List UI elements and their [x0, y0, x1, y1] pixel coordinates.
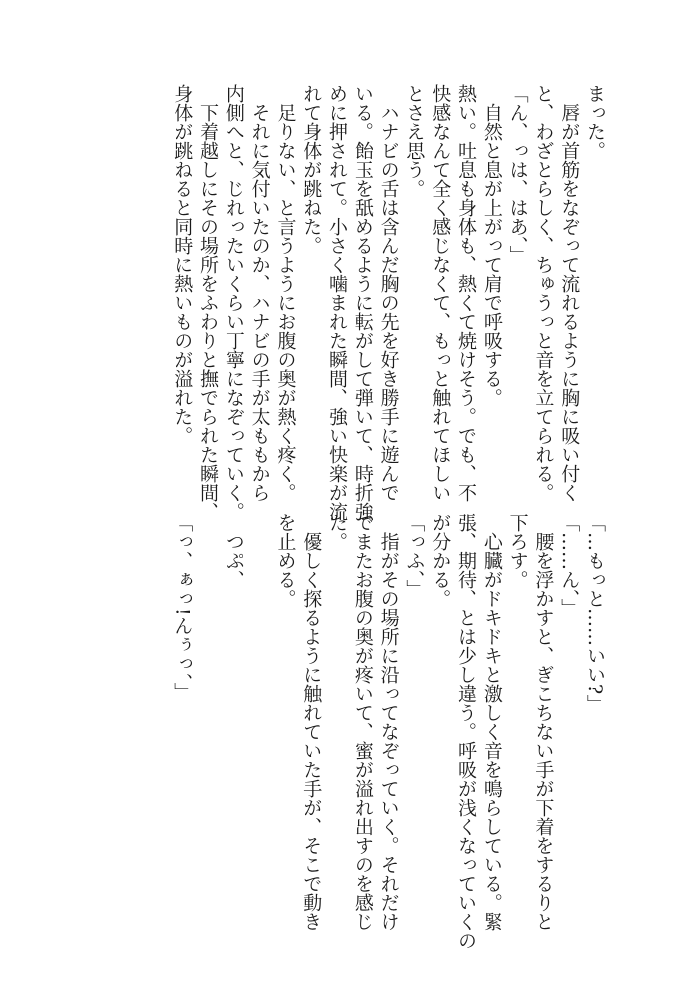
text-line: た。 — [326, 513, 349, 551]
text-line: まった。 — [584, 84, 606, 160]
text-line: 自然と息が上がって肩で呼吸する。 — [480, 84, 503, 407]
lower-text-block — [168, 513, 607, 950]
text-line: 熱い。吐息も身体も、熱くて焼けそう。でも、不 — [455, 84, 478, 502]
text-line: 「っ、ぁっ!んぅっ、」 — [171, 513, 194, 702]
text-line: いる。飴玉を舐めるように転がして弾いて、時折強 — [351, 84, 374, 521]
text-line: めに押されて。小さく噛まれた瞬間、強い快楽が流 — [326, 84, 349, 521]
text-line — [246, 513, 272, 950]
text-line: が分かる。 — [429, 513, 452, 608]
upper-text-block — [168, 84, 607, 521]
text-line: 「……ん、」 — [558, 513, 581, 618]
text-line: それに気付いたのか、ハナビの手が太ももから — [248, 84, 271, 502]
text-line — [194, 513, 220, 950]
text-line: 足りない、と言うようにお腹の奥が熱く疼く。 — [274, 84, 297, 502]
text-line: 快感なんて全く感じなくて、もっと触れてほしい — [429, 84, 452, 502]
text-line: 張、期待、とは少し違う。呼吸が浅くなっていくの — [455, 513, 478, 950]
text-line: を止める。 — [274, 513, 297, 608]
text-line: とさえ思う。 — [403, 84, 426, 198]
text-line: 優しく探るように触れていた手が、そこで動き — [300, 513, 323, 931]
text-line: でまたお腹の奥が疼いて、蜜が溢れ出すのを感じ — [351, 513, 374, 931]
text-line: 指がその場所に沿ってなぞっていく。それだけ — [377, 513, 400, 931]
text-line: つぷ、 — [222, 513, 245, 589]
text-line: 下ろす。 — [506, 513, 529, 589]
text-line: と、わざとらしく、ちゅうっと音を立てられる。 — [532, 84, 555, 502]
text-line: 内側へと、じれったいくらい丁寧になぞっていく。 — [222, 84, 245, 521]
text-line: 心臓がドキドキと激しく音を鳴らしている。緊 — [480, 513, 503, 931]
text-line: 唇が首筋をなぞって流れるように胸に吸い付く — [558, 84, 581, 502]
text-line: 「…もっと……いい?」 — [584, 513, 606, 714]
text-line: 「っふ、」 — [403, 513, 426, 599]
text-line: ハナビの舌は含んだ胸の先を好き勝手に遊んで — [377, 84, 400, 502]
text-line: 身体が跳ねると同時に熱いものが溢れた。 — [171, 84, 194, 445]
text-line: 「ん、っは、はあ、」 — [506, 84, 529, 265]
text-line: 腰を浮かすと、ぎこちない手が下着をするりと — [532, 513, 555, 931]
text-line: れて身体が跳ねた。 — [300, 84, 323, 255]
text-line: 下着越しにその場所をふわりと撫でられた瞬間、 — [197, 84, 220, 521]
